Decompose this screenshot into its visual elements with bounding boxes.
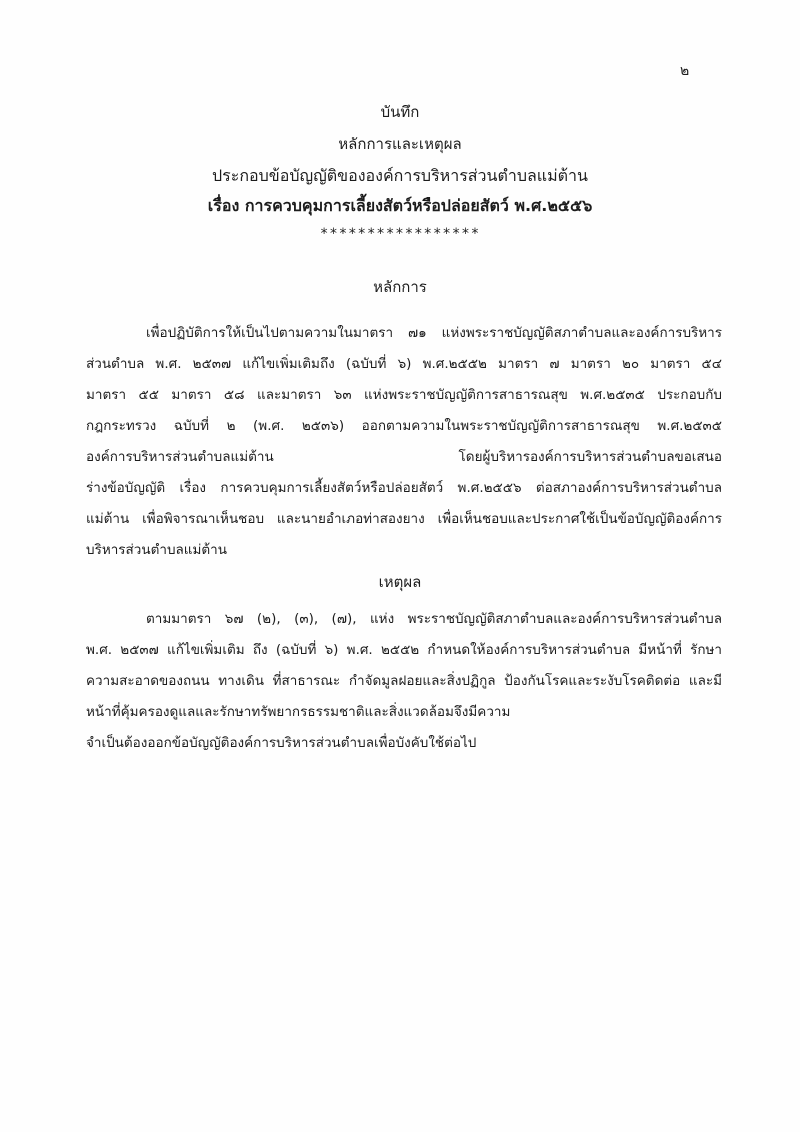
page-number: ๒: [680, 63, 690, 79]
principles-line: ส่วนตำบล พ.ศ. ๒๕๓๗ แก้ไขเพิ่มเติมถึง (ฉบับที่ ๖) พ.ศ.๒๕๕๒ มาตรา ๗ มาตรา ๒๐ มาตรา ๕๔: [86, 356, 722, 372]
principles-section-title: หลักการ: [373, 278, 427, 296]
principles-line: บริหารส่วนตำบลแม่ต้าน: [86, 542, 227, 558]
memo-heading: บันทึก: [380, 103, 420, 121]
principle-and-reason-heading: หลักการและเหตุผล: [338, 135, 462, 153]
reasons-line: ตามมาตรา ๖๗ (๒), (๓), (๗), แห่ง พระราชบัญญัติสภาตำบลและองค์การบริหารส่วนตำบล: [146, 611, 722, 627]
reasons-line: จำเป็นต้องออกข้อบัญญัติองค์การบริหารส่วนตำบลเพื่อบังคับใช้ต่อไป: [86, 735, 477, 751]
reasons-paragraph: [86, 604, 722, 759]
principles-paragraph: [86, 318, 722, 566]
principles-line: องค์การบริหารส่วนตำบลแม่ต้าน โดยผู้บริหารองค์การบริหารส่วนตำบลขอเสนอ: [86, 449, 722, 465]
principles-line: มาตรา ๕๕ มาตรา ๕๘ และมาตรา ๖๓ แห่งพระราชบัญญัติการสาธารณสุข พ.ศ.๒๕๓๕ ประกอบกับ: [86, 387, 722, 403]
asterisk-divider: *****************: [319, 226, 481, 242]
reasons-line: หน้าที่คุ้มครองดูแลและรักษาทรัพยากรธรรมชาติและสิ่งแวดล้อมจึงมีความ: [86, 704, 511, 720]
principles-line: แม่ต้าน เพื่อพิจารณาเห็นชอบ และนายอำเภอท่าสองยาง เพื่อเห็นชอบและประกาศใช้เป็นข้อบัญญัติองค์การ: [86, 511, 722, 527]
document-title: ประกอบข้อบัญญัติขององค์การบริหารส่วนตำบลแม่ต้าน: [212, 166, 588, 185]
principles-line: ร่างข้อบัญญัติ เรื่อง การควบคุมการเลี้ยงสัตว์หรือปล่อยสัตว์ พ.ศ.๒๕๕๖ ต่อสภาองค์การบริหารส่วนตำบล: [86, 480, 722, 496]
document-subject: เรื่อง การควบคุมการเลี้ยงสัตว์หรือปล่อยสัตว์ พ.ศ.๒๕๕๖: [207, 196, 593, 215]
reasons-line: พ.ศ. ๒๕๓๗ แก้ไขเพิ่มเติม ถึง (ฉบับที่ ๖) พ.ศ. ๒๕๕๒ กำหนดให้องค์การบริหารส่วนตำบล มีหน้าที่ รักษา: [86, 642, 722, 658]
reasons-section-title: เหตุผล: [378, 573, 422, 591]
reasons-line: ความสะอาดของถนน ทางเดิน ที่สาธารณะ กำจัดมูลฝอยและสิ่งปฏิกูล ป้องกันโรคและระงับโรคติดต่อ และมี: [86, 673, 722, 689]
principles-line: เพื่อปฏิบัติการให้เป็นไปตามความในมาตรา ๗๑ แห่งพระราชบัญญัติสภาตำบลและองค์การบริหาร: [146, 325, 722, 341]
principles-line: กฎกระทรวง ฉบับที่ ๒ (พ.ศ. ๒๕๓๖) ออกตามความในพระราชบัญญัติการสาธารณสุข พ.ศ.๒๕๓๕: [86, 418, 722, 434]
